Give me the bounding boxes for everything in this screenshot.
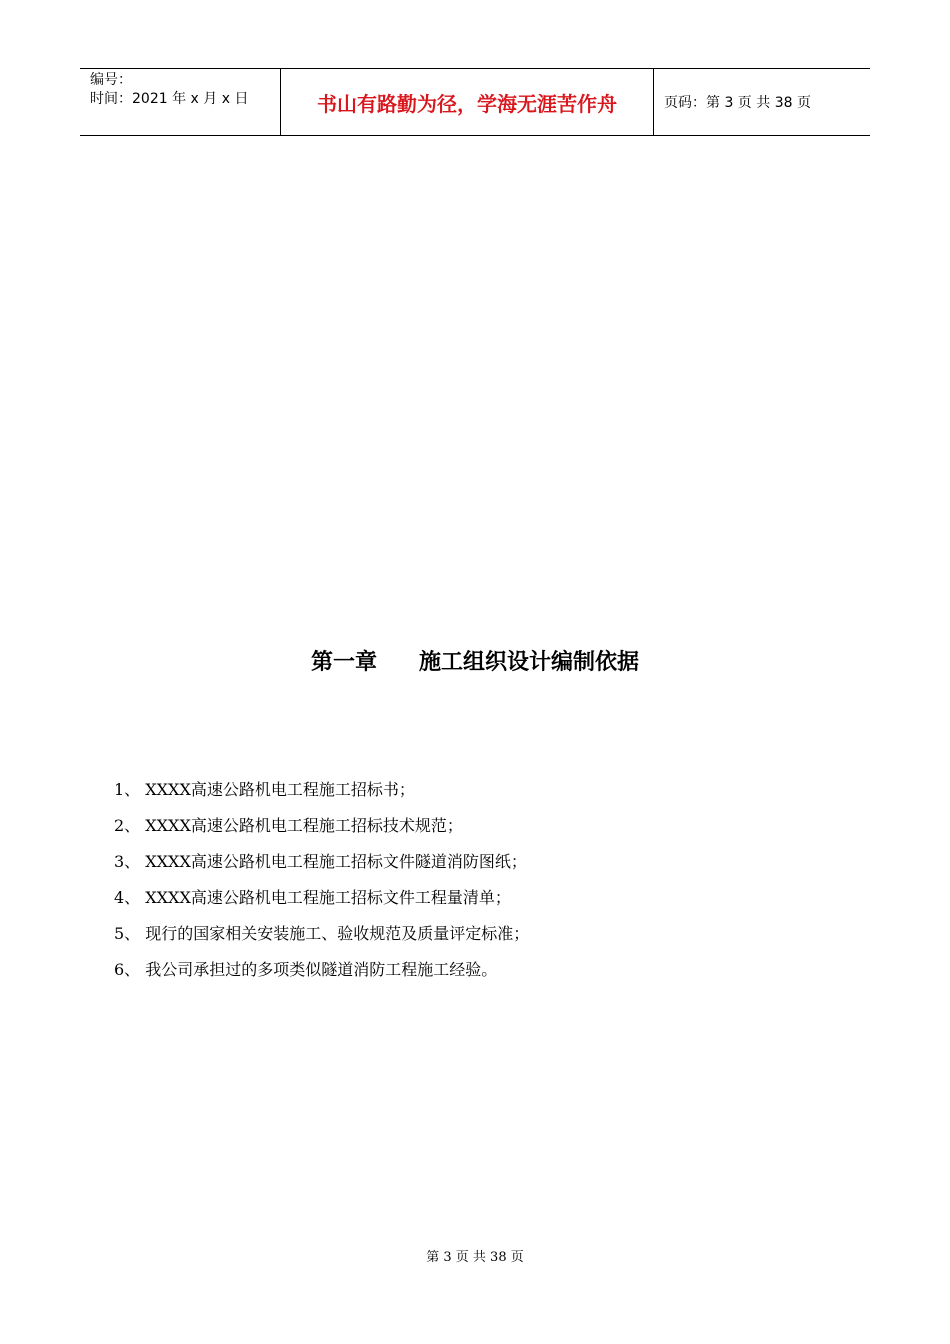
chapter-number: 第一章 [310, 650, 377, 675]
time-label: 时间：2021 年 x 月 x 日 [90, 91, 249, 107]
list-item: 3、 XXXX高速公路机电工程施工招标文件隧道消防图纸； [114, 852, 527, 871]
list-item: 2、 XXXX高速公路机电工程施工招标技术规范； [114, 816, 463, 835]
chapter-title: 施工组织设计编制依据 [419, 650, 640, 675]
page-footer: 第 3 页 共 38 页 [426, 1250, 524, 1265]
page-header [80, 68, 870, 136]
serial-label: 编号： [90, 72, 132, 88]
list-item: 4、 XXXX高速公路机电工程施工招标文件工程量清单； [114, 888, 511, 907]
header-motto: 书山有路勤为径，学海无涯苦作舟 [281, 69, 654, 135]
list-item: 5、 现行的国家相关安装施工、验收规范及质量评定标准； [114, 924, 530, 943]
list-item: 1、 XXXX高速公路机电工程施工招标书； [114, 780, 415, 799]
header-meta-cell [80, 69, 281, 135]
list-item: 6、 我公司承担过的多项类似隧道消防工程施工经验。 [114, 960, 498, 979]
basis-list [114, 778, 529, 994]
chapter-heading [0, 645, 950, 676]
header-page-info: 页码：第 3 页 共 38 页 [664, 95, 811, 111]
